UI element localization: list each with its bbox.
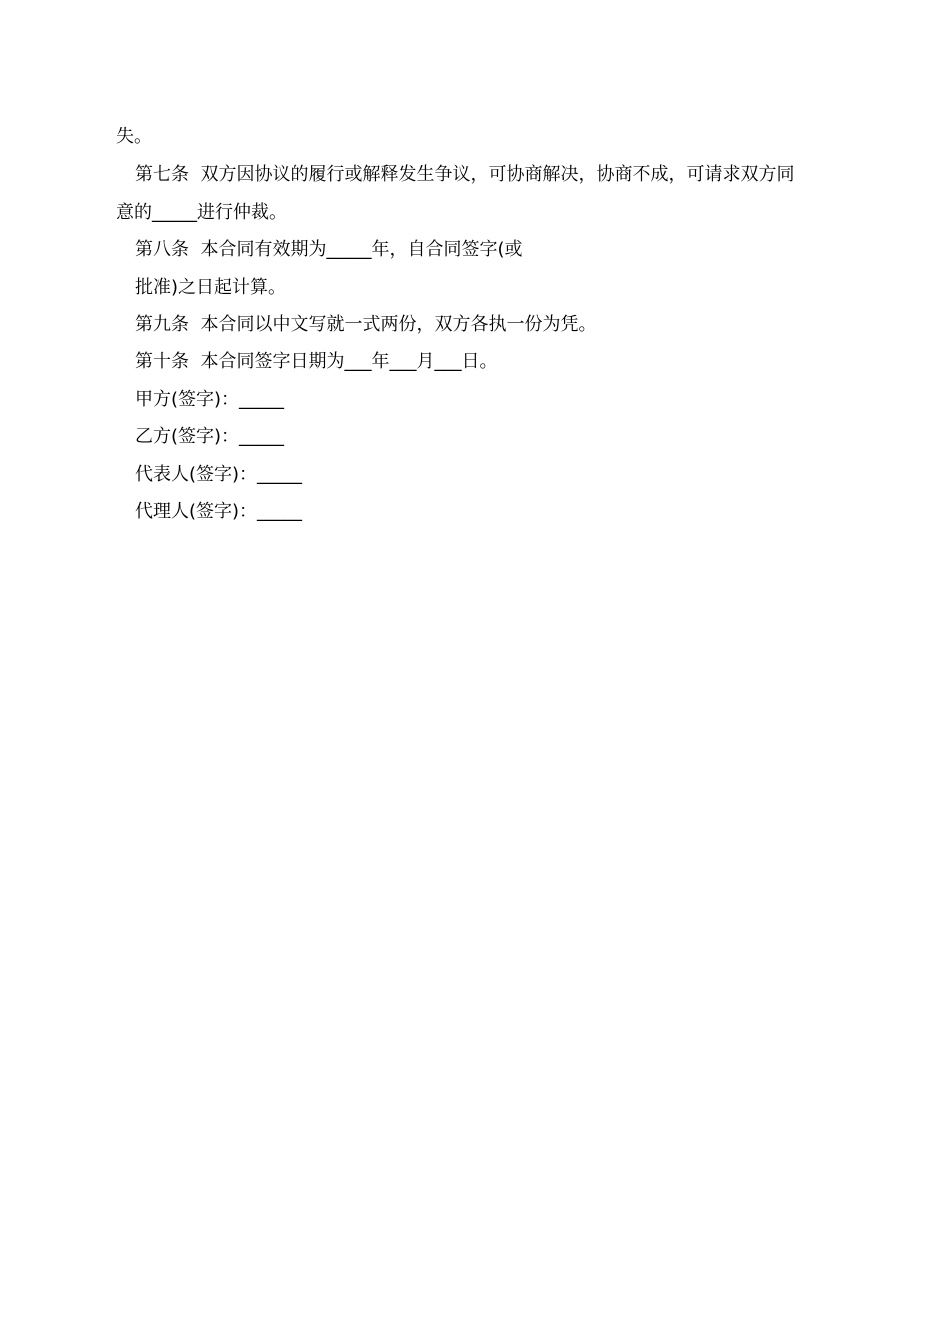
- article-8-line-1: 第八条 本合同有效期为_____年，自合同签字(或: [135, 239, 523, 260]
- article-9: 第九条 本合同以中文写就一式两份，双方各执一份为凭。: [135, 314, 597, 335]
- article-7-line-2: 意的_____进行仲裁。: [116, 202, 287, 223]
- agent-signature: 代理人(签字)：_____: [135, 501, 303, 522]
- article-7-line-1: 第七条 双方因协议的履行或解释发生争议，可协商解决，协商不成，可请求双方同: [135, 164, 795, 185]
- party-a-signature: 甲方(签字)：_____: [135, 389, 285, 410]
- article-10: 第十条 本合同签字日期为___年___月___日。: [135, 351, 498, 372]
- text-line-loss-continuation: 失。: [116, 126, 152, 147]
- representative-signature: 代表人(签字)：_____: [135, 464, 303, 485]
- party-b-signature: 乙方(签字)：_____: [135, 426, 285, 447]
- article-8-line-2: 批准)之日起计算。: [135, 277, 287, 298]
